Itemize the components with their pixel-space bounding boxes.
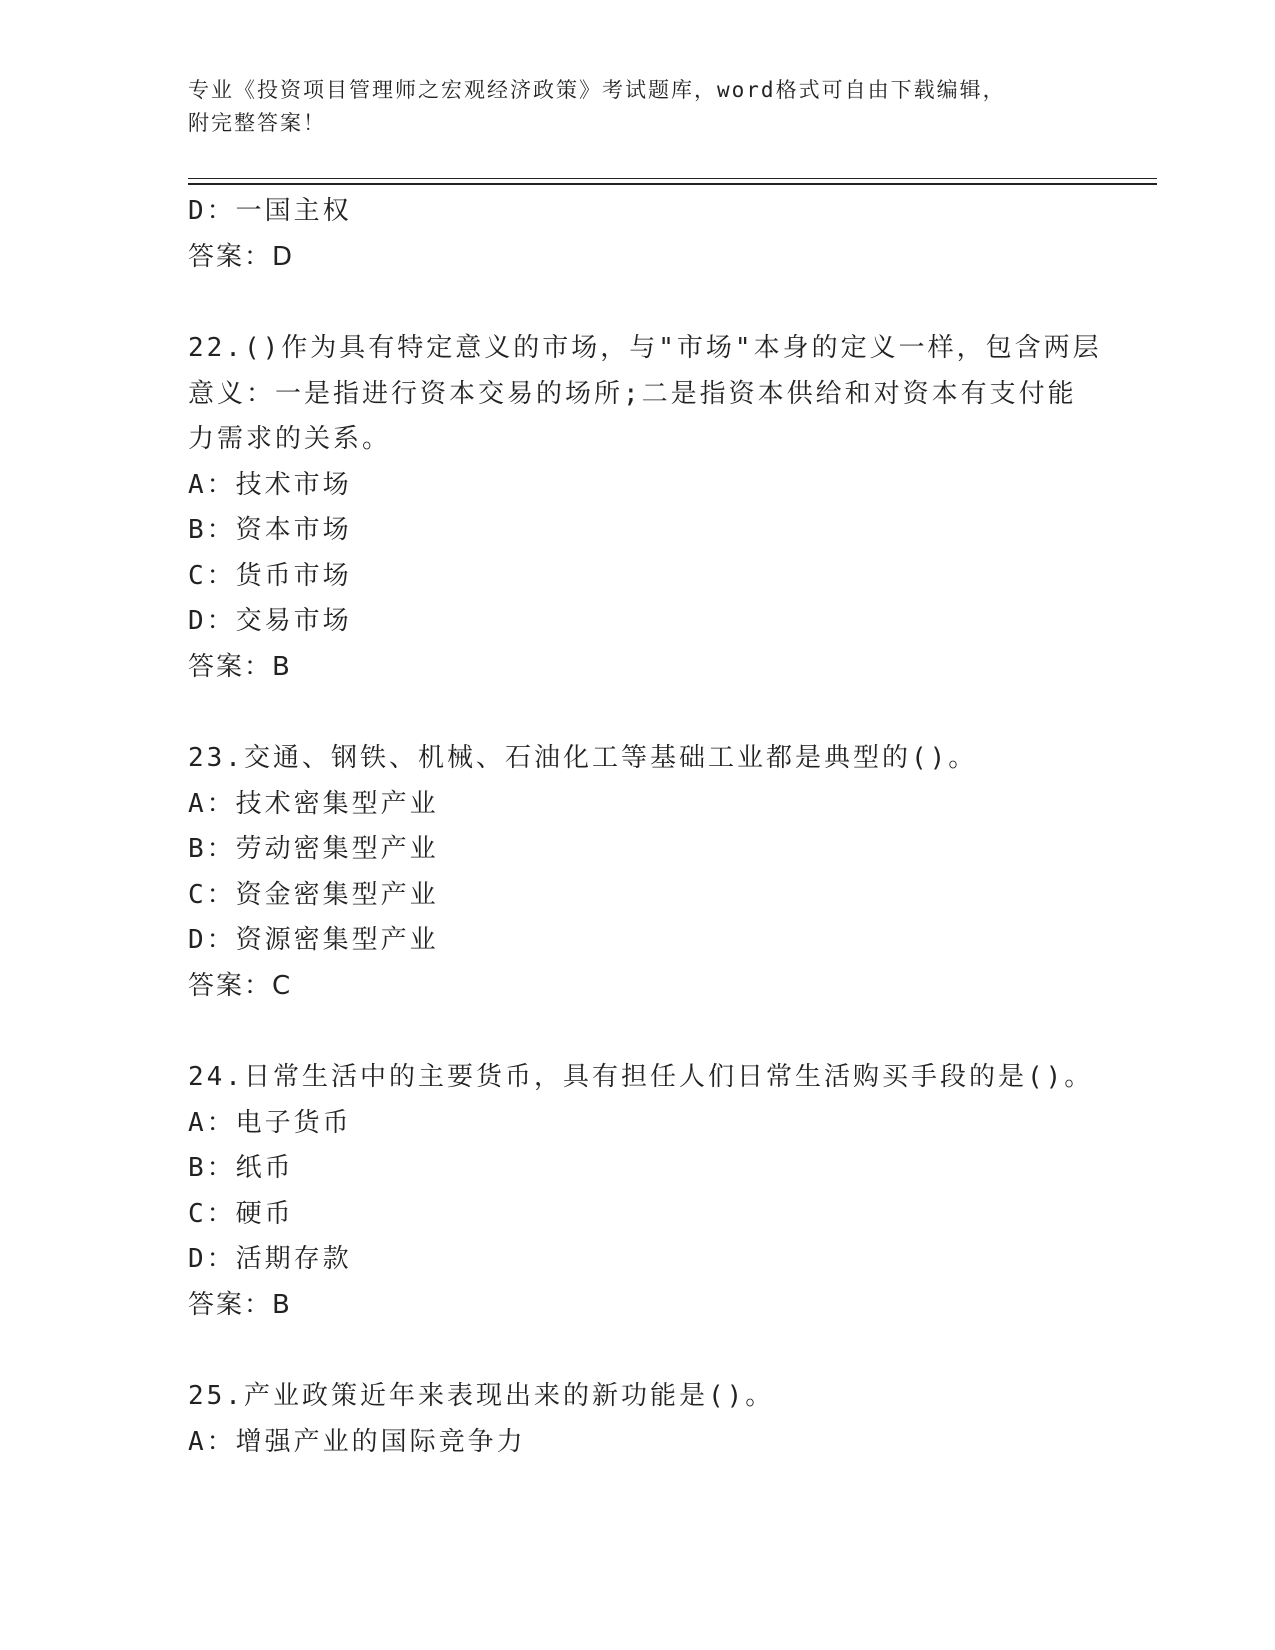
option-a: A：技术密集型产业 [188,788,439,819]
option-b: B：纸币 [188,1153,294,1183]
question-list [188,189,1102,1465]
question-text-line: 力需求的关系。 [188,424,392,454]
option-d: D：一国主权 [188,196,352,226]
option-c: C：货币市场 [188,560,352,591]
answer-label: 答案： [188,970,273,1001]
question-text [188,326,1102,463]
answer-value: B [272,651,291,682]
answer-label: 答案： [188,651,273,682]
option-c: C：硬币 [188,1198,294,1229]
question-23 [188,736,1088,1009]
document-header [188,74,1088,140]
header-line-1: 专业《投资项目管理师之宏观经济政策》考试题库，word格式可自由下载编辑， [188,78,1006,102]
answer-value: B [272,1289,291,1320]
option-c: C：资金密集型产业 [188,879,439,910]
header-divider-thin [188,178,1157,179]
answer [188,1283,1088,1329]
question-24 [188,1055,1094,1328]
answer-label: 答案： [188,241,273,272]
question-spacer [188,690,1088,736]
previous-question-tail [188,189,1088,280]
answer [188,645,1088,691]
question-text-line: 23.交通、钢铁、机械、石油化工等基础工业都是典型的()。 [188,743,978,773]
option-d: D：资源密集型产业 [188,925,439,955]
answer-label: 答案： [188,1289,273,1320]
question-spacer [188,1328,1088,1374]
question-text-line: 22.()作为具有特定意义的市场，与"市场"本身的定义一样，包含两层 [188,333,1102,363]
answer-value: C [272,970,292,1001]
question-25 [188,1374,1088,1465]
question-spacer [188,280,1088,326]
question-22 [188,326,1102,690]
question-text [188,736,1088,782]
option-a: A：电子货币 [188,1107,352,1138]
question-text-line: 意义：一是指进行资本交易的场所;二是指资本供给和对资本有支付能 [188,378,1077,409]
answer [188,235,1088,281]
answer-value: D [272,241,294,272]
option-a: A：增强产业的国际竞争力 [188,1426,526,1457]
option-d: D：活期存款 [188,1244,352,1274]
question-text-line: 25.产业政策近年来表现出来的新功能是()。 [188,1381,775,1411]
header-line-2: 附完整答案！ [188,111,326,135]
question-text-line: 24.日常生活中的主要货币，具有担任人们日常生活购买手段的是()。 [188,1062,1094,1092]
header-divider-thick [188,183,1157,185]
option-b: B：劳动密集型产业 [188,834,439,864]
option-a: A：技术市场 [188,469,352,500]
question-text [188,1055,1094,1101]
option-d: D：交易市场 [188,606,352,636]
option-b: B：资本市场 [188,515,352,545]
question-text [188,1374,1088,1420]
answer [188,964,1088,1010]
question-spacer [188,1009,1088,1055]
